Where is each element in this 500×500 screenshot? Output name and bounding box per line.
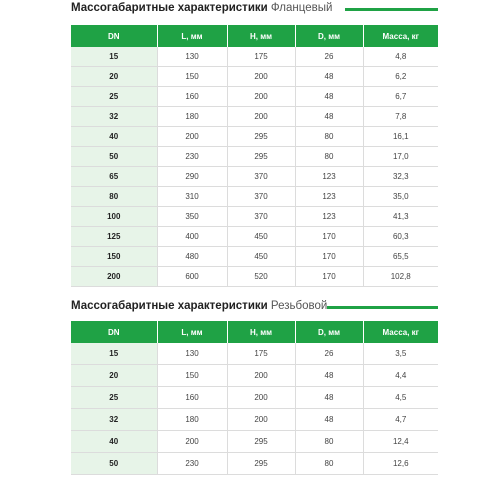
cell-diameter: 123: [295, 187, 363, 207]
cell-mass: 41,3: [363, 207, 438, 227]
section-title-flanged: [71, 2, 332, 14]
cell-dn: 25: [71, 387, 157, 409]
cell-dn: 20: [71, 365, 157, 387]
cell-height: 200: [227, 387, 295, 409]
cell-mass: 4,4: [363, 365, 438, 387]
cell-mass: 3,5: [363, 343, 438, 365]
section-title-variant: Резьбовой: [270, 300, 328, 312]
cell-diameter: 123: [295, 207, 363, 227]
table-row: [71, 387, 438, 409]
cell-diameter: 48: [295, 107, 363, 127]
cell-diameter: 48: [295, 387, 363, 409]
cell-dn: 32: [71, 409, 157, 431]
cell-mass: 4,7: [363, 409, 438, 431]
cell-diameter: 80: [295, 453, 363, 475]
table-row: [71, 87, 438, 107]
cell-mass: 102,8: [363, 267, 438, 287]
section-title-variant: Фланцевый: [270, 2, 333, 14]
cell-length: 310: [157, 187, 227, 207]
table-row: [71, 247, 438, 267]
cell-dn: 32: [71, 107, 157, 127]
cell-diameter: 48: [295, 409, 363, 431]
cell-height: 295: [227, 453, 295, 475]
table-header-row: [71, 25, 438, 47]
table-row: [71, 343, 438, 365]
cell-dn: 15: [71, 343, 157, 365]
cell-dn: 125: [71, 227, 157, 247]
cell-dn: 25: [71, 87, 157, 107]
table-row: [71, 147, 438, 167]
cell-dn: 50: [71, 147, 157, 167]
cell-mass: 17,0: [363, 147, 438, 167]
table-row: [71, 187, 438, 207]
cell-diameter: 170: [295, 247, 363, 267]
cell-mass: 16,1: [363, 127, 438, 147]
cell-dn: 65: [71, 167, 157, 187]
cell-length: 150: [157, 67, 227, 87]
cell-diameter: 80: [295, 431, 363, 453]
cell-length: 230: [157, 147, 227, 167]
cell-height: 200: [227, 87, 295, 107]
table-row: [71, 227, 438, 247]
cell-height: 370: [227, 167, 295, 187]
cell-height: 295: [227, 147, 295, 167]
cell-diameter: 48: [295, 67, 363, 87]
table-row: [71, 365, 438, 387]
header-dn: DN: [71, 321, 157, 343]
table-row: [71, 207, 438, 227]
header-height: H, мм: [227, 25, 295, 47]
cell-dn: 80: [71, 187, 157, 207]
cell-height: 450: [227, 227, 295, 247]
header-mass: Масса, кг: [363, 321, 438, 343]
cell-length: 180: [157, 409, 227, 431]
table-row: [71, 47, 438, 67]
cell-diameter: 26: [295, 343, 363, 365]
table-row: [71, 453, 438, 475]
cell-dn: 150: [71, 247, 157, 267]
cell-mass: 60,3: [363, 227, 438, 247]
cell-height: 370: [227, 207, 295, 227]
cell-diameter: 170: [295, 267, 363, 287]
cell-length: 130: [157, 343, 227, 365]
cell-height: 370: [227, 187, 295, 207]
cell-diameter: 170: [295, 227, 363, 247]
cell-height: 175: [227, 343, 295, 365]
table-row: [71, 67, 438, 87]
cell-mass: 6,2: [363, 67, 438, 87]
section-title-main: Массогабаритные характеристики: [71, 2, 268, 14]
header-diameter: D, мм: [295, 25, 363, 47]
specs-table-flanged: [71, 25, 438, 287]
cell-dn: 100: [71, 207, 157, 227]
cell-height: 520: [227, 267, 295, 287]
cell-length: 130: [157, 47, 227, 67]
cell-diameter: 80: [295, 127, 363, 147]
table-row: [71, 107, 438, 127]
cell-diameter: 48: [295, 365, 363, 387]
table-body: [71, 343, 438, 475]
cell-mass: 7,8: [363, 107, 438, 127]
header-length: L, мм: [157, 321, 227, 343]
header-length: L, мм: [157, 25, 227, 47]
cell-length: 230: [157, 453, 227, 475]
cell-diameter: 48: [295, 87, 363, 107]
cell-height: 295: [227, 127, 295, 147]
table-row: [71, 267, 438, 287]
table-row: [71, 409, 438, 431]
header-height: H, мм: [227, 321, 295, 343]
cell-length: 150: [157, 365, 227, 387]
cell-dn: 20: [71, 67, 157, 87]
cell-height: 175: [227, 47, 295, 67]
cell-length: 290: [157, 167, 227, 187]
cell-dn: 50: [71, 453, 157, 475]
cell-mass: 4,8: [363, 47, 438, 67]
section-title-threaded: [71, 300, 327, 312]
cell-height: 200: [227, 409, 295, 431]
header-dn: DN: [71, 25, 157, 47]
cell-diameter: 80: [295, 147, 363, 167]
cell-height: 200: [227, 365, 295, 387]
table-header-row: [71, 321, 438, 343]
accent-line: [345, 8, 438, 11]
cell-mass: 65,5: [363, 247, 438, 267]
cell-diameter: 123: [295, 167, 363, 187]
cell-length: 400: [157, 227, 227, 247]
cell-length: 480: [157, 247, 227, 267]
cell-mass: 6,7: [363, 87, 438, 107]
table-row: [71, 167, 438, 187]
cell-mass: 32,3: [363, 167, 438, 187]
cell-mass: 12,6: [363, 453, 438, 475]
cell-mass: 4,5: [363, 387, 438, 409]
cell-length: 200: [157, 127, 227, 147]
header-mass: Масса, кг: [363, 25, 438, 47]
cell-length: 180: [157, 107, 227, 127]
cell-dn: 15: [71, 47, 157, 67]
header-diameter: D, мм: [295, 321, 363, 343]
cell-dn: 40: [71, 127, 157, 147]
table-body: [71, 47, 438, 287]
accent-line: [327, 306, 438, 309]
cell-length: 160: [157, 387, 227, 409]
cell-height: 200: [227, 67, 295, 87]
cell-mass: 35,0: [363, 187, 438, 207]
cell-height: 200: [227, 107, 295, 127]
specs-table-threaded: [71, 321, 438, 475]
cell-length: 350: [157, 207, 227, 227]
cell-length: 160: [157, 87, 227, 107]
cell-length: 200: [157, 431, 227, 453]
cell-diameter: 26: [295, 47, 363, 67]
cell-dn: 200: [71, 267, 157, 287]
cell-height: 450: [227, 247, 295, 267]
cell-length: 600: [157, 267, 227, 287]
table-row: [71, 127, 438, 147]
cell-dn: 40: [71, 431, 157, 453]
cell-mass: 12,4: [363, 431, 438, 453]
cell-height: 295: [227, 431, 295, 453]
table-row: [71, 431, 438, 453]
section-title-main: Массогабаритные характеристики: [71, 300, 268, 312]
